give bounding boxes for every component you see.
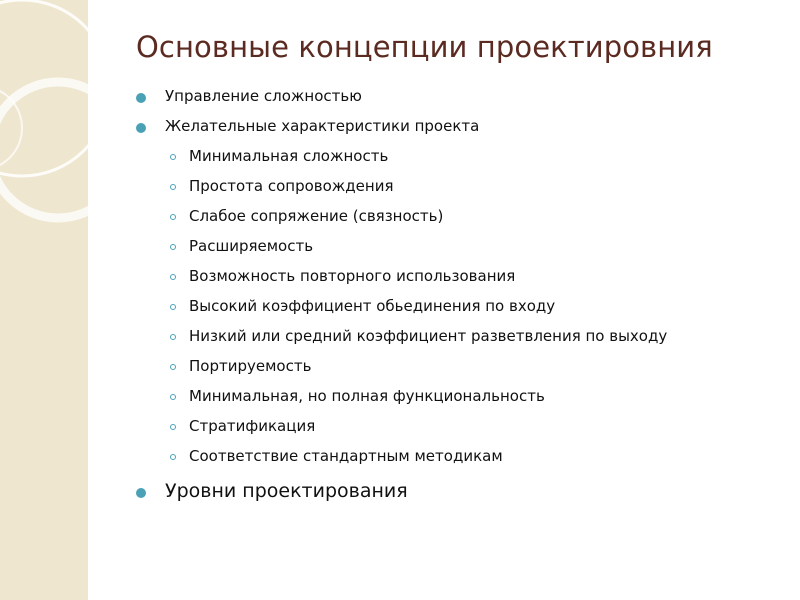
hollow-bullet-icon xyxy=(170,214,176,220)
list-item-text: Портируемость xyxy=(189,357,312,375)
hollow-bullet-icon xyxy=(170,154,176,160)
list-item xyxy=(165,480,408,502)
list-item xyxy=(189,327,667,345)
filled-bullet-icon xyxy=(136,93,146,103)
list-item-text: Возможность повторного использования xyxy=(189,267,516,285)
list-item xyxy=(165,87,362,105)
hollow-bullet-icon xyxy=(170,184,176,190)
hollow-bullet-icon xyxy=(170,274,176,280)
hollow-bullet-icon xyxy=(170,244,176,250)
list-item-text: Уровни проектирования xyxy=(165,480,408,502)
hollow-bullet-icon xyxy=(170,304,176,310)
list-item xyxy=(189,417,315,435)
list-item-text: Желательные характеристики проекта xyxy=(165,117,480,135)
slide-title: Основные концепции проектировния xyxy=(136,30,713,64)
list-item xyxy=(189,387,545,405)
list-item xyxy=(189,147,388,165)
list-item xyxy=(189,357,311,375)
list-item-text: Расширяемость xyxy=(189,237,314,255)
list-item xyxy=(189,297,555,315)
list-item xyxy=(189,447,503,465)
list-item xyxy=(189,267,515,285)
hollow-bullet-icon xyxy=(170,454,176,460)
list-item-text: Соответствие стандартным методикам xyxy=(189,447,503,465)
list-item xyxy=(189,237,313,255)
list-item-text: Стратификация xyxy=(189,417,316,435)
filled-bullet-icon xyxy=(136,123,146,133)
list-item-text: Высокий коэффициент обьединения по входу xyxy=(189,297,556,315)
hollow-bullet-icon xyxy=(170,334,176,340)
hollow-bullet-icon xyxy=(170,424,176,430)
list-item-text: Низкий или средний коэффициент разветвления по выходу xyxy=(189,327,668,345)
decorative-side-band xyxy=(0,0,88,600)
hollow-bullet-icon xyxy=(170,394,176,400)
hollow-bullet-icon xyxy=(170,364,176,370)
list-item-text: Слабое сопряжение (связность) xyxy=(189,207,444,225)
list-item xyxy=(165,117,479,135)
list-item-text: Управление сложностью xyxy=(165,87,362,105)
list-item-text: Минимальная, но полная функциональность xyxy=(189,387,545,405)
list-item-text: Минимальная сложность xyxy=(189,147,389,165)
list-item xyxy=(189,177,393,195)
list-item-text: Простота сопровождения xyxy=(189,177,394,195)
list-item xyxy=(189,207,443,225)
filled-bullet-icon xyxy=(136,488,146,498)
